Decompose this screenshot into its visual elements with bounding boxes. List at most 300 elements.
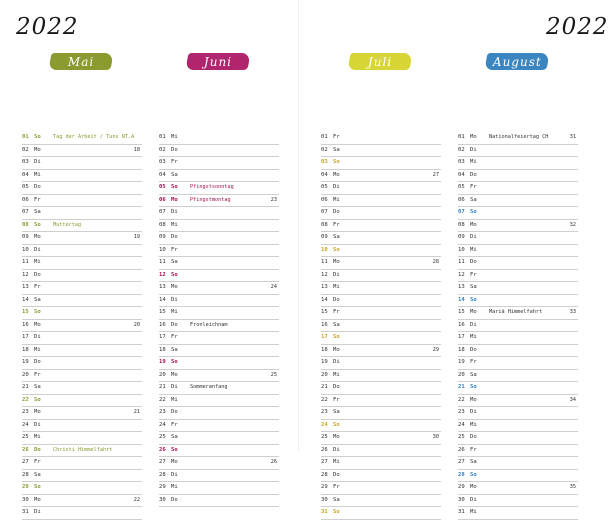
day-number: 29 — [22, 484, 29, 490]
day-row — [22, 420, 142, 433]
weekday-label: Di — [333, 271, 340, 278]
day-number: 10 — [22, 246, 29, 253]
day-number: 26 — [458, 446, 465, 453]
week-number: 29 — [432, 346, 439, 353]
day-row — [458, 245, 578, 258]
week-number: 26 — [270, 459, 277, 465]
day-row — [321, 470, 441, 483]
weekday-label: So — [333, 246, 340, 253]
day-row — [22, 407, 142, 420]
weekday-label: Mi — [470, 334, 477, 340]
week-number: 33 — [569, 309, 576, 315]
day-number: 27 — [22, 459, 29, 465]
weekday-label: Mo — [333, 346, 340, 353]
day-number: 02 — [22, 146, 29, 153]
day-number: 05 — [159, 184, 166, 190]
week-number: 34 — [569, 396, 576, 403]
day-number: 10 — [321, 246, 328, 253]
event-label: Fronleichnam — [190, 321, 228, 328]
day-row — [321, 132, 441, 145]
day-number: 25 — [159, 434, 166, 440]
weekday-label: Fr — [470, 271, 477, 278]
weekday-label: Mi — [34, 171, 41, 178]
day-number: 30 — [22, 496, 29, 503]
day-row — [159, 320, 279, 333]
day-row — [321, 232, 441, 245]
weekday-label: Di — [470, 146, 477, 153]
weekday-label: Sa — [333, 321, 340, 328]
day-number: 15 — [458, 309, 465, 315]
weekday-label: Mi — [470, 421, 477, 428]
day-number: 06 — [159, 196, 166, 203]
day-number: 17 — [458, 334, 465, 340]
weekday-label: Mi — [171, 134, 178, 140]
day-row — [458, 257, 578, 270]
day-number: 14 — [321, 296, 328, 303]
day-number: 16 — [321, 321, 328, 328]
day-row — [159, 470, 279, 483]
day-number: 20 — [22, 371, 29, 378]
week-number: 24 — [270, 284, 277, 290]
weekday-label: Sa — [333, 496, 340, 503]
weekday-label: So — [470, 296, 477, 303]
weekday-label: Do — [171, 409, 178, 415]
weekday-label: Mo — [34, 234, 41, 240]
day-row — [458, 132, 578, 145]
day-row — [22, 445, 142, 458]
day-number: 07 — [159, 209, 166, 215]
weekday-label: Mo — [470, 134, 477, 140]
day-row — [458, 482, 578, 495]
day-number: 18 — [22, 346, 29, 353]
day-number: 21 — [22, 384, 29, 390]
day-number: 23 — [159, 409, 166, 415]
event-label: Christi Himmelfahrt — [53, 446, 113, 453]
day-number: 28 — [22, 471, 29, 478]
day-row — [321, 357, 441, 370]
day-number: 28 — [321, 471, 328, 478]
day-row — [458, 457, 578, 470]
weekday-label: Di — [470, 234, 477, 240]
weekday-label: Fr — [34, 196, 41, 203]
day-row — [458, 470, 578, 483]
day-number: 08 — [321, 221, 328, 228]
day-row — [321, 507, 441, 520]
weekday-label: Mi — [470, 159, 477, 165]
day-row — [159, 170, 279, 183]
day-number: 18 — [458, 346, 465, 353]
weekday-label: Mo — [333, 259, 340, 265]
day-row — [22, 157, 142, 170]
weekday-label: Sa — [171, 259, 178, 265]
day-row — [22, 145, 142, 158]
weekday-label: So — [171, 271, 178, 278]
day-number: 10 — [159, 246, 166, 253]
day-row — [321, 207, 441, 220]
day-number: 23 — [22, 409, 29, 415]
day-number: 03 — [159, 159, 166, 165]
day-row — [159, 182, 279, 195]
weekday-label: Mo — [171, 284, 178, 290]
day-number: 29 — [159, 484, 166, 490]
day-number: 16 — [159, 321, 166, 328]
weekday-label: Do — [171, 496, 178, 503]
day-row — [22, 470, 142, 483]
day-number: 02 — [321, 146, 328, 153]
weekday-label: Mo — [470, 221, 477, 228]
day-number: 12 — [458, 271, 465, 278]
day-number: 19 — [22, 359, 29, 365]
week-number: 30 — [432, 434, 439, 440]
weekday-label: Fr — [171, 246, 178, 253]
day-row — [159, 307, 279, 320]
weekday-label: Mi — [171, 484, 178, 490]
weekday-label: Di — [333, 446, 340, 453]
day-number: 24 — [458, 421, 465, 428]
day-row — [458, 432, 578, 445]
weekday-label: So — [333, 334, 340, 340]
day-number: 17 — [22, 334, 29, 340]
weekday-label: Mo — [171, 459, 178, 465]
weekday-label: So — [171, 184, 178, 190]
day-number: 28 — [159, 471, 166, 478]
weekday-label: Do — [470, 346, 477, 353]
day-row — [458, 357, 578, 370]
day-number: 01 — [458, 134, 465, 140]
day-row — [458, 182, 578, 195]
day-row — [458, 507, 578, 520]
day-row — [321, 157, 441, 170]
weekday-label: Do — [333, 384, 340, 390]
month-header-brush — [485, 53, 550, 70]
day-row — [321, 420, 441, 433]
day-number: 27 — [321, 459, 328, 465]
day-row — [159, 220, 279, 233]
day-row — [458, 420, 578, 433]
weekday-label: Fr — [470, 184, 477, 190]
day-number: 11 — [321, 259, 328, 265]
weekday-label: Do — [333, 296, 340, 303]
day-number: 12 — [159, 271, 166, 278]
day-number: 05 — [321, 184, 328, 190]
weekday-label: Sa — [171, 171, 178, 178]
day-row — [159, 445, 279, 458]
weekday-label: Sa — [34, 296, 41, 303]
month-header-brush — [186, 53, 251, 70]
day-number: 20 — [458, 371, 465, 378]
day-row — [321, 332, 441, 345]
day-number: 13 — [22, 284, 29, 290]
weekday-label: Fr — [470, 359, 477, 365]
weekday-label: So — [470, 384, 477, 390]
day-row — [458, 495, 578, 508]
day-number: 20 — [159, 371, 166, 378]
day-row — [321, 432, 441, 445]
day-number: 21 — [321, 384, 328, 390]
day-number: 14 — [159, 296, 166, 303]
day-row — [159, 145, 279, 158]
day-number: 13 — [159, 284, 166, 290]
day-row — [159, 370, 279, 383]
day-number: 25 — [458, 434, 465, 440]
day-number: 24 — [321, 421, 328, 428]
weekday-label: Sa — [171, 346, 178, 353]
weekday-label: Mo — [470, 396, 477, 403]
day-number: 11 — [159, 259, 166, 265]
weekday-label: Mi — [171, 396, 178, 403]
day-number: 22 — [458, 396, 465, 403]
day-number: 24 — [159, 421, 166, 428]
week-number: 32 — [569, 221, 576, 228]
weekday-label: So — [171, 359, 178, 365]
day-number: 03 — [458, 159, 465, 165]
weekday-label: Mi — [470, 509, 477, 515]
weekday-label: Sa — [171, 434, 178, 440]
day-row — [22, 395, 142, 408]
day-number: 03 — [321, 159, 328, 165]
month-column-august — [458, 53, 578, 515]
event-label: Sommeranfang — [190, 384, 228, 390]
weekday-label: Di — [171, 296, 178, 303]
day-number: 15 — [159, 309, 166, 315]
day-row — [159, 270, 279, 283]
weekday-label: Fr — [333, 396, 340, 403]
day-number: 01 — [321, 134, 328, 140]
weekday-label: Do — [333, 471, 340, 478]
weekday-label: Sa — [333, 409, 340, 415]
day-row — [22, 182, 142, 195]
day-number: 19 — [159, 359, 166, 365]
weekday-label: Do — [171, 321, 178, 328]
weekday-label: So — [34, 309, 41, 315]
weekday-label: So — [470, 471, 477, 478]
day-row — [159, 245, 279, 258]
day-number: 08 — [22, 221, 29, 228]
weekday-label: Mo — [34, 321, 41, 328]
day-row — [159, 357, 279, 370]
day-row — [159, 407, 279, 420]
day-row — [159, 332, 279, 345]
day-number: 06 — [458, 196, 465, 203]
day-number: 30 — [458, 496, 465, 503]
weekday-label: Sa — [333, 234, 340, 240]
weekday-label: Di — [34, 246, 41, 253]
weekday-label: Sa — [470, 459, 477, 465]
day-row — [458, 407, 578, 420]
weekday-label: Sa — [470, 196, 477, 203]
week-number: 27 — [432, 171, 439, 178]
month-title: Juli — [367, 54, 393, 69]
weekday-label: Mi — [34, 434, 41, 440]
day-row — [22, 482, 142, 495]
day-number: 14 — [458, 296, 465, 303]
weekday-label: Di — [34, 509, 41, 515]
day-row — [22, 257, 142, 270]
weekday-label: Mo — [333, 171, 340, 178]
month-column-mai — [22, 53, 142, 515]
weekday-label: So — [333, 159, 340, 165]
day-row — [458, 370, 578, 383]
day-list — [458, 132, 578, 520]
weekday-label: So — [470, 209, 477, 215]
day-number: 29 — [458, 484, 465, 490]
weekday-label: So — [34, 134, 41, 140]
day-row — [458, 207, 578, 220]
day-row — [321, 145, 441, 158]
week-number: 28 — [432, 259, 439, 265]
day-row — [159, 482, 279, 495]
day-row — [321, 295, 441, 308]
weekday-label: Do — [34, 271, 41, 278]
weekday-label: Di — [470, 321, 477, 328]
weekday-label: Fr — [333, 134, 340, 140]
weekday-label: Do — [171, 234, 178, 240]
day-number: 04 — [22, 171, 29, 178]
weekday-label: So — [34, 484, 41, 490]
day-row — [321, 182, 441, 195]
day-number: 08 — [458, 221, 465, 228]
month-title: August — [492, 54, 542, 69]
day-row — [22, 170, 142, 183]
day-number: 09 — [458, 234, 465, 240]
weekday-label: Mi — [34, 259, 41, 265]
day-number: 25 — [22, 434, 29, 440]
day-row — [321, 345, 441, 358]
weekday-label: Di — [171, 209, 178, 215]
page-gutter — [298, 0, 299, 451]
day-number: 26 — [159, 446, 166, 453]
day-row — [22, 245, 142, 258]
day-number: 01 — [159, 134, 166, 140]
day-list — [321, 132, 441, 520]
day-row — [458, 170, 578, 183]
weekday-label: Di — [34, 159, 41, 165]
day-number: 07 — [22, 209, 29, 215]
day-row — [22, 332, 142, 345]
day-row — [159, 132, 279, 145]
day-number: 02 — [159, 146, 166, 153]
day-row — [159, 345, 279, 358]
day-number: 31 — [321, 509, 328, 515]
day-row — [321, 370, 441, 383]
day-row — [321, 195, 441, 208]
day-row — [321, 170, 441, 183]
day-row — [22, 270, 142, 283]
day-row — [321, 245, 441, 258]
day-number: 21 — [458, 384, 465, 390]
day-number: 06 — [321, 196, 328, 203]
day-row — [458, 445, 578, 458]
day-number: 16 — [22, 321, 29, 328]
day-number: 15 — [321, 309, 328, 315]
weekday-label: Fr — [34, 371, 41, 378]
weekday-label: Di — [470, 496, 477, 503]
week-number: 31 — [569, 134, 576, 140]
weekday-label: Sa — [333, 146, 340, 153]
day-row — [321, 282, 441, 295]
weekday-label: So — [34, 396, 41, 403]
weekday-label: Mo — [470, 309, 477, 315]
weekday-label: Fr — [171, 159, 178, 165]
day-row — [321, 382, 441, 395]
weekday-label: Mi — [171, 309, 178, 315]
month-header-brush — [49, 53, 114, 70]
week-number: 20 — [133, 321, 140, 328]
weekday-label: Mi — [333, 459, 340, 465]
weekday-label: Mo — [171, 196, 178, 203]
day-number: 30 — [321, 496, 328, 503]
day-row — [321, 482, 441, 495]
day-number: 22 — [159, 396, 166, 403]
day-row — [22, 220, 142, 233]
day-number: 13 — [458, 284, 465, 290]
day-row — [458, 282, 578, 295]
day-row — [159, 257, 279, 270]
day-list — [159, 132, 279, 507]
day-row — [458, 395, 578, 408]
day-number: 23 — [458, 409, 465, 415]
day-row — [22, 232, 142, 245]
day-row — [159, 157, 279, 170]
day-number: 27 — [458, 459, 465, 465]
day-number: 31 — [22, 509, 29, 515]
day-number: 09 — [22, 234, 29, 240]
weekday-label: Mo — [333, 434, 340, 440]
day-number: 03 — [22, 159, 29, 165]
day-number: 12 — [321, 271, 328, 278]
weekday-label: Fr — [171, 334, 178, 340]
weekday-label: Do — [34, 446, 41, 453]
day-row — [22, 432, 142, 445]
week-number: 25 — [270, 371, 277, 378]
event-label: Nationalfeiertag CH — [489, 134, 549, 140]
day-row — [458, 332, 578, 345]
day-number: 22 — [22, 396, 29, 403]
day-number: 17 — [321, 334, 328, 340]
weekday-label: So — [171, 446, 178, 453]
day-row — [22, 295, 142, 308]
weekday-label: Do — [171, 146, 178, 153]
weekday-label: Mo — [171, 371, 178, 378]
day-row — [159, 457, 279, 470]
event-label: Pfingstmontag — [190, 196, 231, 203]
day-row — [159, 495, 279, 508]
day-row — [22, 357, 142, 370]
weekday-label: Mi — [470, 246, 477, 253]
month-column-juli — [321, 53, 441, 515]
weekday-label: Sa — [34, 471, 41, 478]
day-number: 26 — [321, 446, 328, 453]
day-number: 07 — [458, 209, 465, 215]
weekday-label: Mi — [333, 371, 340, 378]
weekday-label: Sa — [34, 209, 41, 215]
day-number: 16 — [458, 321, 465, 328]
day-number: 10 — [458, 246, 465, 253]
weekday-label: Mi — [171, 221, 178, 228]
day-row — [159, 432, 279, 445]
weekday-label: Fr — [34, 284, 41, 290]
weekday-label: Mo — [34, 409, 41, 415]
day-number: 19 — [458, 359, 465, 365]
weekday-label: Di — [470, 409, 477, 415]
week-number: 19 — [133, 234, 140, 240]
day-row — [321, 457, 441, 470]
day-number: 05 — [22, 184, 29, 190]
day-number: 18 — [321, 346, 328, 353]
day-number: 20 — [321, 371, 328, 378]
weekday-label: Di — [171, 384, 178, 390]
year-right: 2022 — [546, 14, 609, 40]
